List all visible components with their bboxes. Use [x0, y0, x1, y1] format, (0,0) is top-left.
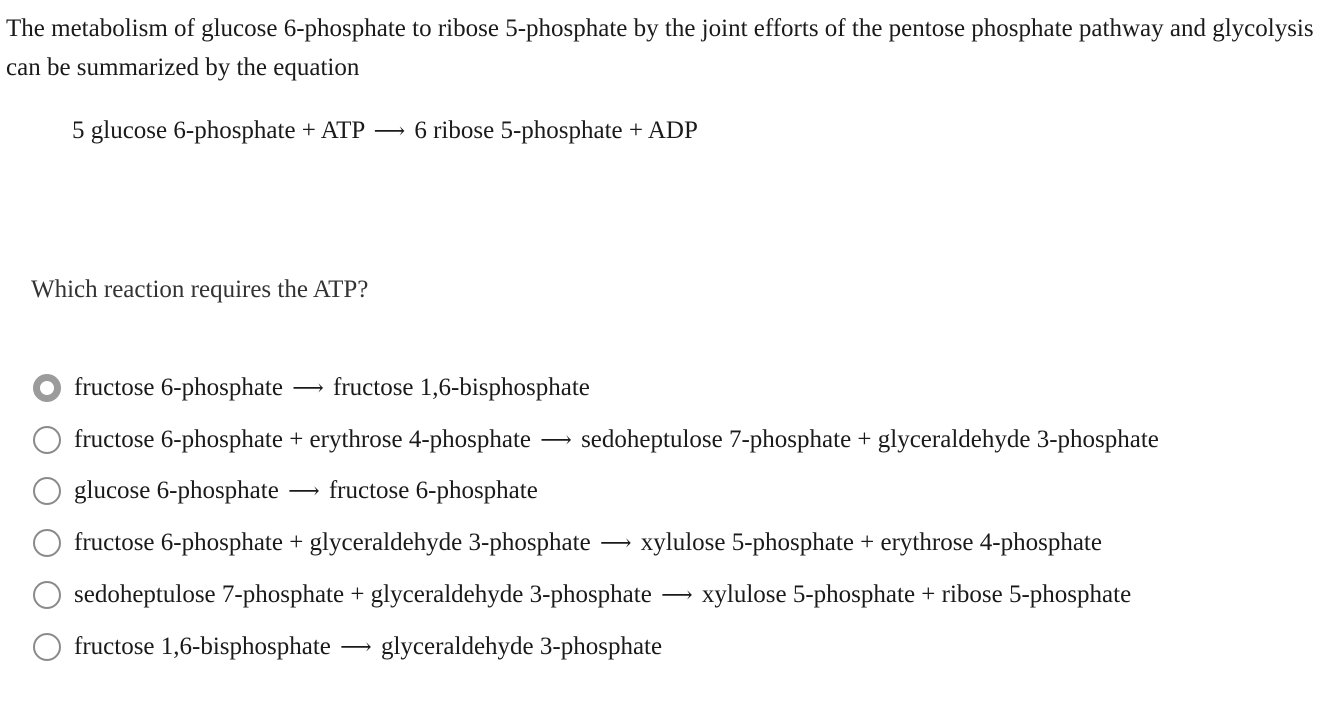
- summary-equation: [72, 113, 698, 149]
- radio-button[interactable]: [33, 581, 61, 609]
- answer-options: [33, 362, 1323, 673]
- radio-button[interactable]: [33, 529, 61, 557]
- reaction-arrow-icon: ⟶: [288, 478, 320, 504]
- option-products: xylulose 5-phosphate + erythrose 4-phosphate: [640, 529, 1102, 557]
- option-reactants: fructose 6-phosphate: [74, 373, 283, 401]
- answer-option-label: [74, 629, 662, 665]
- option-products: glyceraldehyde 3-phosphate: [380, 632, 663, 660]
- equation-products: 6 ribose 5-phosphate + ADP: [414, 117, 698, 144]
- option-reactants: fructose 6-phosphate + erythrose 4-phosphate: [74, 425, 532, 453]
- answer-option-5[interactable]: [33, 569, 1323, 621]
- radio-button[interactable]: [33, 374, 61, 402]
- reaction-arrow-icon: ⟶: [340, 633, 372, 659]
- option-reactants: glucose 6-phosphate: [74, 477, 279, 505]
- reaction-arrow-icon: ⟶: [661, 582, 693, 608]
- option-products: fructose 6-phosphate: [328, 477, 538, 505]
- answer-option-1[interactable]: [33, 362, 1323, 414]
- question-prompt: Which reaction requires the ATP?: [31, 276, 369, 303]
- option-reactants: fructose 1,6-bisphosphate: [74, 632, 331, 660]
- answer-option-label: [74, 577, 1131, 613]
- answer-option-label: [74, 422, 1159, 458]
- answer-option-3[interactable]: [33, 466, 1323, 518]
- option-products: xylulose 5-phosphate + ribose 5-phosphate: [701, 581, 1132, 609]
- answer-option-label: [74, 473, 538, 509]
- answer-option-4[interactable]: [33, 517, 1323, 569]
- option-products: fructose 1,6-bisphosphate: [333, 373, 590, 401]
- radio-button[interactable]: [33, 426, 61, 454]
- reaction-arrow-icon: ⟶: [292, 374, 324, 400]
- option-reactants: fructose 6-phosphate + glyceraldehyde 3-phosphate: [74, 529, 591, 557]
- answer-option-2[interactable]: [33, 414, 1323, 466]
- answer-option-label: [74, 370, 590, 406]
- answer-option-label: [74, 525, 1102, 561]
- reaction-arrow-icon: ⟶: [540, 426, 572, 452]
- option-reactants: sedoheptulose 7-phosphate + glyceraldehyde 3-phosphate: [74, 581, 652, 609]
- option-products: sedoheptulose 7-phosphate + glyceraldehyde 3-phosphate: [581, 425, 1159, 453]
- equation-reactants: 5 glucose 6-phosphate + ATP: [72, 117, 365, 144]
- radio-button[interactable]: [33, 633, 61, 661]
- reaction-arrow-icon: ⟶: [373, 118, 406, 143]
- reaction-arrow-icon: ⟶: [599, 530, 632, 556]
- answer-option-6[interactable]: [33, 621, 1323, 673]
- radio-button[interactable]: [33, 477, 61, 505]
- question-intro: The metabolism of glucose 6-phosphate to ribose 5-phosphate by the joint efforts of the pentose phosphate pathway and glycolysis can be summarized by the equation: [6, 15, 1314, 81]
